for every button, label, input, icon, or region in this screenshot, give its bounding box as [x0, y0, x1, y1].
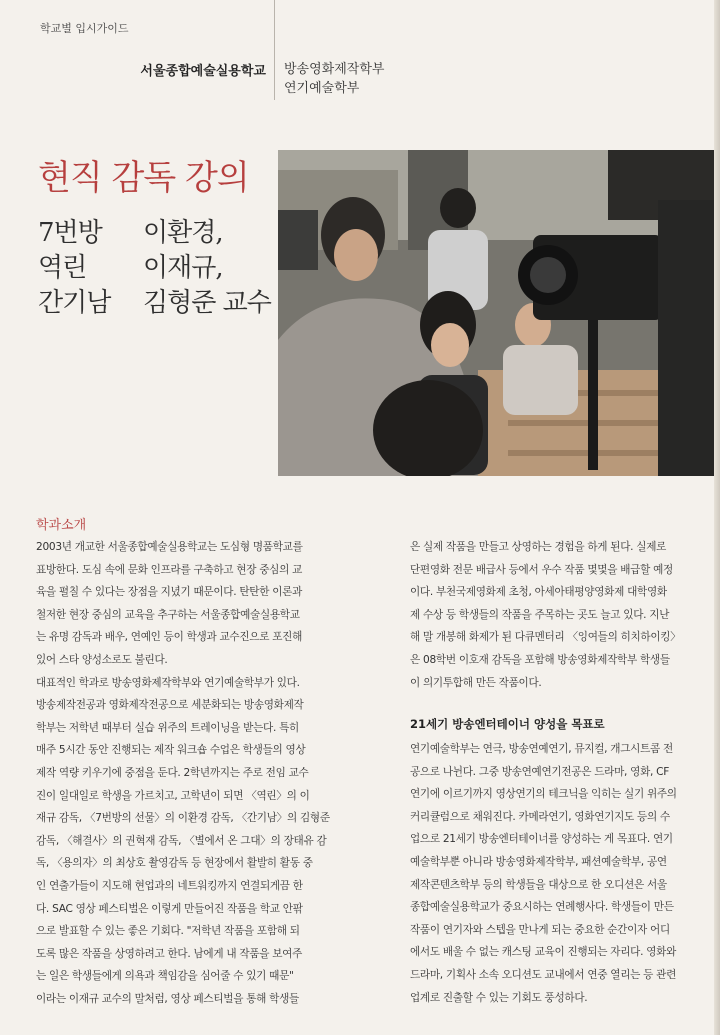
body-line: 2003년 개교한 서울종합예술실용학교는 도심형 명품학교를: [36, 541, 303, 553]
body-line: 는 유명 감독과 배우, 연예인 등이 학생과 교수진으로 포진해: [36, 631, 303, 644]
body-column-right-bottom: [410, 738, 710, 1009]
body-line: 학부는 저학년 때부터 실습 위주의 트레이닝을 받는다. 특히: [36, 721, 299, 734]
body-line: 해 말 개봉해 화제가 된 다큐멘터리 〈잉여들의 히치하이킹〉: [410, 631, 681, 644]
body-line: 종합예술실용학교가 중요시하는 연례행사다. 학생들이 만든: [410, 901, 674, 914]
body-line: 다. SAC 영상 페스티벌은 이렇게 만들어진 작품을 학교 안팎: [36, 902, 303, 915]
body-line: 공으로 나뉜다. 그중 방송연예연기전공은 드라마, 영화, CF: [410, 765, 670, 778]
body-line: 제작콘텐츠학부 등의 학생들을 대상으로 한 오디션은 서울: [410, 878, 667, 891]
lecturer-name: 김형준 교수: [143, 288, 271, 318]
body-line: 은 실제 작품을 만들고 상영하는 경험을 하게 된다. 실제로: [410, 541, 667, 553]
body-line: 이라는 이재규 교수의 말처럼, 영상 페스티벌을 통해 학생들: [36, 992, 299, 1005]
body-line: 있어 스타 양성소로도 불린다.: [36, 653, 168, 666]
lecturer-film: 역린: [38, 253, 87, 283]
body-line: 연기예술학부는 연극, 방송연예연기, 뮤지컬, 개그시트콤 전: [410, 743, 673, 755]
body-line: 커리큘럼으로 채워진다. 카메라연기, 영화연기지도 등의 수: [410, 810, 670, 823]
body-line: 에서도 배울 수 없는 캐스팅 교육이 진행되는 자리다. 영화와: [410, 946, 677, 959]
body-line: 제 수상 등 학생들의 작품을 주목하는 곳도 늘고 있다. 지난: [410, 608, 670, 621]
lecturer-film: 간기남: [38, 288, 111, 318]
body-line: 감독, 〈해결사〉의 권혁재 감독, 〈별에서 온 그대〉의 장태유 감: [36, 834, 327, 847]
running-head: 학교별 입시가이드: [40, 22, 129, 35]
body-line: 업계로 진출할 수 있는 기회도 풍성하다.: [410, 991, 588, 1004]
body-column-right-top: [410, 536, 710, 694]
body-line: 재규 감독, 〈7번방의 선물〉의 이환경 감독, 〈간기남〉의 김형준: [36, 812, 330, 825]
department-label: 연기예술학부: [284, 81, 360, 96]
section-title: 학과소개: [36, 518, 87, 533]
school-name: 서울종합예술실용학교: [140, 64, 266, 79]
body-line: 은 08학번 이호재 감독을 포함해 방송영화제작학부 학생들: [410, 653, 670, 666]
body-line: 인 연출가들이 지도해 현업과의 네트워킹까지 연결되게끔 한: [36, 879, 303, 892]
body-line: 드라마, 기획사 소속 오디션도 교내에서 연중 열리는 등 관련: [410, 968, 677, 981]
body-line: 도록 많은 작품을 상영하려고 한다. 남에게 내 작품을 보여주: [36, 947, 303, 960]
body-line: 대표적인 학과로 방송영화제작학부와 연기예술학부가 있다.: [36, 676, 300, 689]
body-line: 매주 5시간 동안 진행되는 제작 워크숍 수업은 학생들의 영상: [36, 744, 306, 757]
body-line: 이다. 부천국제영화제 초청, 아세아태평양영화제 대학영화: [410, 586, 667, 599]
body-line: 방송제작전공과 영화제작전공으로 세분화되는 방송영화제작: [36, 699, 304, 712]
body-line: 철저한 현장 중심의 교육을 추구하는 서울종합예술실용학교: [36, 608, 300, 621]
body-line: 예술학부뿐 아니라 방송영화제작학부, 패션예술학부, 공연: [410, 855, 667, 868]
body-line: 진이 일대일로 학생을 가르치고, 고학년이 되면 〈역린〉의 이: [36, 789, 310, 802]
body-line: 독, 〈용의자〉의 최상호 촬영감독 등 현장에서 활발히 활동 중: [36, 857, 313, 870]
feature-headline: 현직 감독 강의: [38, 158, 249, 198]
department-label: 방송영화제작학부: [284, 62, 385, 77]
body-line: 으로 발표할 수 있는 좋은 기회다. "저학년 작품을 포함해 되: [36, 925, 300, 938]
lecturer-name: 이재규,: [143, 253, 223, 283]
page-spine-shadow: [714, 0, 720, 1035]
body-line: 육을 펼칠 수 있다는 장점을 지녔기 때문이다. 탄탄한 이론과: [36, 586, 303, 599]
header-divider: [274, 0, 275, 100]
body-column-left: [36, 536, 336, 1010]
body-line: 제작 역량 키우기에 중점을 둔다. 2학년까지는 주로 전임 교수: [36, 766, 309, 779]
film-crew-photo: [278, 150, 720, 476]
section-subheading: 21세기 방송엔터테이너 양성을 목표로: [410, 717, 605, 731]
body-line: 이 의기투합해 만든 작품이다.: [410, 676, 542, 689]
lecturer-name: 이환경,: [143, 218, 223, 248]
body-line: 연기에 이르기까지 영상연기의 테크닉을 익히는 실기 위주의: [410, 788, 677, 801]
body-line: 표방한다. 도심 속에 문화 인프라를 구축하고 현장 중심의 교: [36, 563, 303, 576]
body-line: 업으로 21세기 방송엔터테이너를 양성하는 게 목표다. 연기: [410, 833, 673, 846]
lecturer-film: 7번방: [38, 218, 102, 248]
body-line: 단편영화 전문 배급사 등에서 우수 작품 몇몇을 배급할 예정: [410, 563, 673, 576]
body-line: 는 일은 학생들에게 의욕과 책임감을 심어줄 수 있기 때문": [36, 970, 294, 983]
body-line: 작품이 연기자와 스텝을 만나게 되는 중요한 순간이자 어디: [410, 923, 670, 936]
